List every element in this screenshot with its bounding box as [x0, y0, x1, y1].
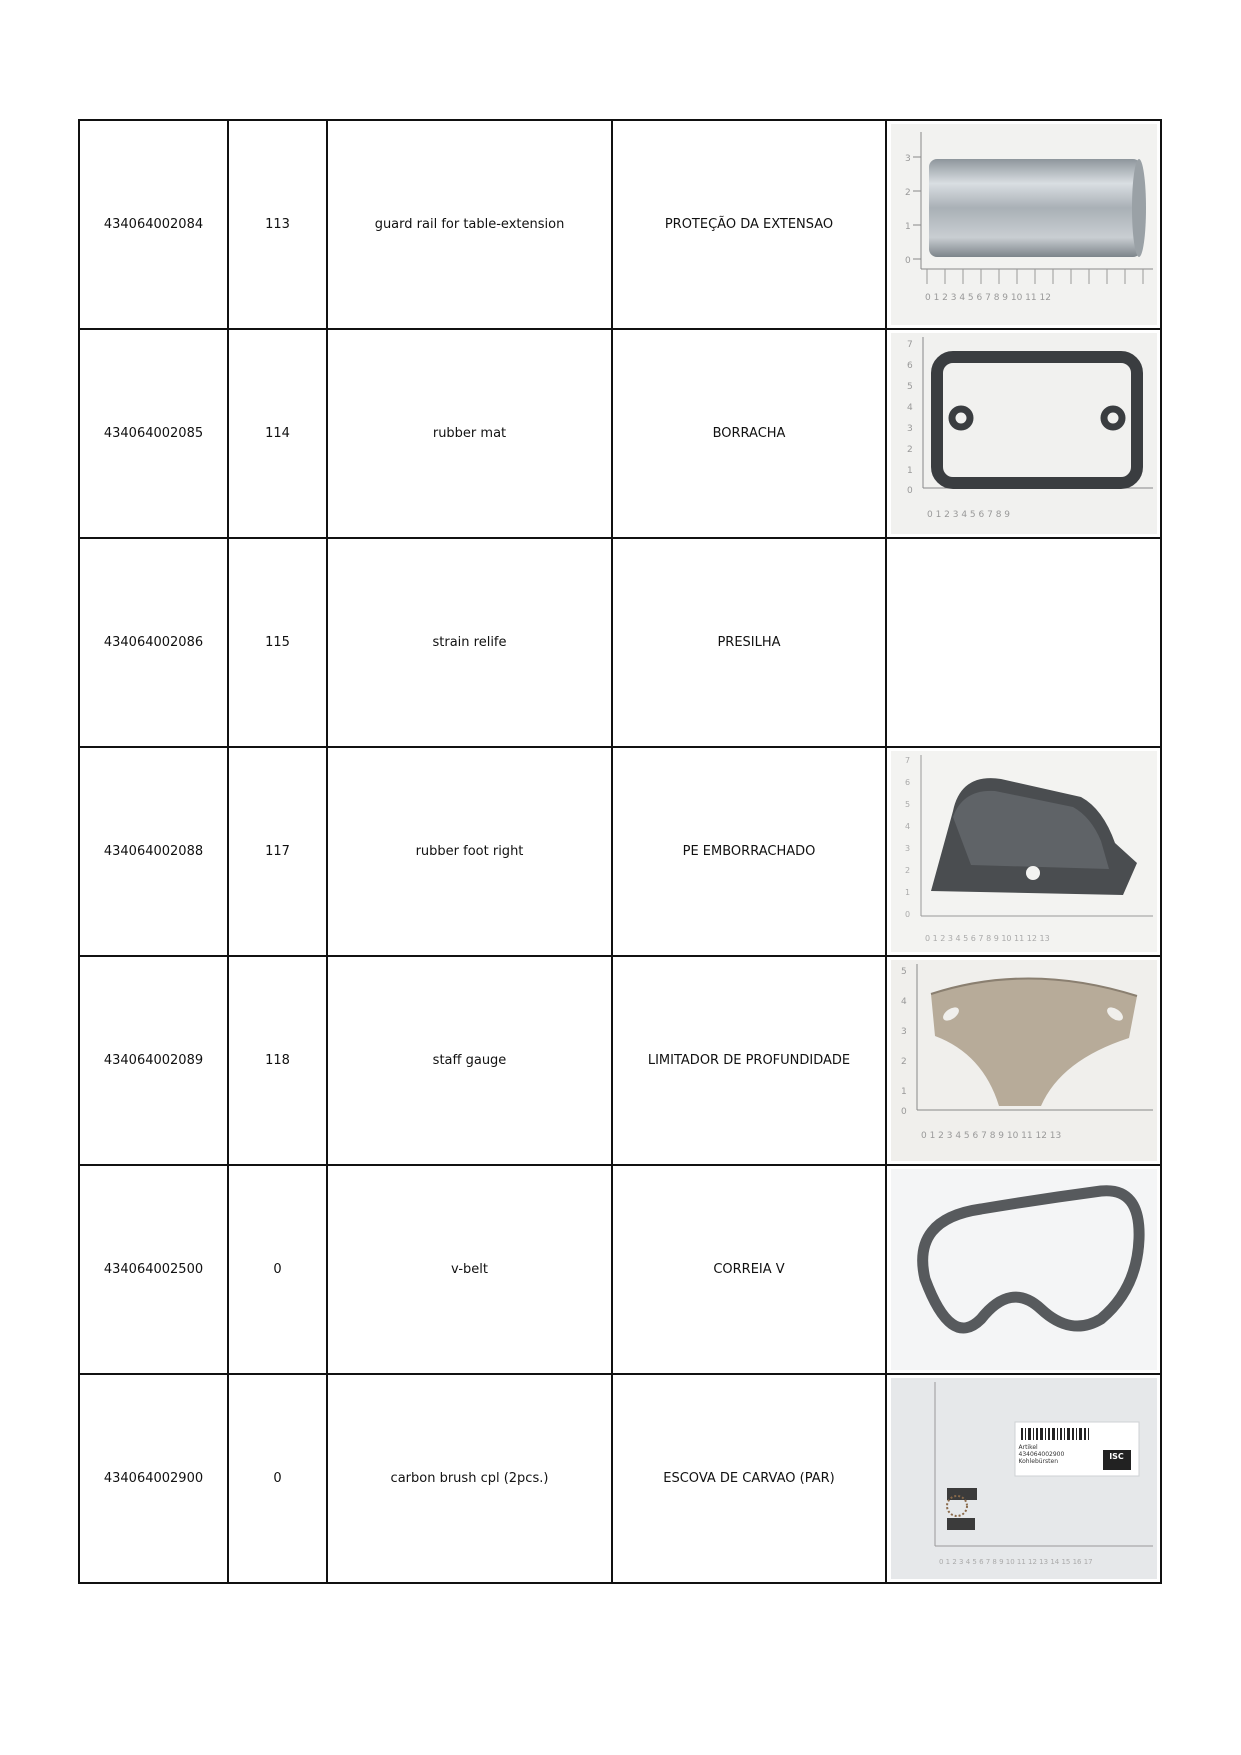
- label-card-line: Artikel: [1018, 1444, 1038, 1451]
- table-row: [79, 329, 1161, 538]
- svg-text:0: 0: [900, 1107, 907, 1117]
- position-cell: 113: [228, 120, 327, 329]
- svg-text:4: 4: [900, 997, 907, 1007]
- svg-text:0 1 2 3 4 5 6 7: 0 1 2 3 4 5 6 7 8 9 10 11 12 13: [924, 934, 1050, 943]
- english-name-cell: strain relife: [327, 538, 612, 747]
- svg-text:0 1 2 3 4 5 6 7: 0 1 2 3 4 5 6 7 8 9 10 11 12 13: [920, 1131, 1061, 1141]
- article-number-cell: 434064002089: [79, 956, 228, 1165]
- article-number-cell: 434064002500: [79, 1165, 228, 1374]
- svg-text:5: 5: [906, 382, 913, 392]
- article-number-cell: 434064002088: [79, 747, 228, 956]
- svg-text:0: 0: [906, 486, 913, 496]
- svg-text:4: 4: [906, 403, 913, 413]
- portuguese-name-cell: PE EMBORRACHADO: [612, 747, 886, 956]
- position-cell: 115: [228, 538, 327, 747]
- portuguese-name-cell: CORREIA V: [612, 1165, 886, 1374]
- svg-text:0: 0: [904, 910, 910, 919]
- rubber-foot-photo: [891, 751, 1157, 952]
- portuguese-name-cell: BORRACHA: [612, 329, 886, 538]
- english-name-cell: rubber foot right: [327, 747, 612, 956]
- position-cell: 0: [228, 1374, 327, 1583]
- svg-text:3: 3: [904, 154, 911, 164]
- v-belt-photo: [891, 1169, 1157, 1370]
- position-cell: 117: [228, 747, 327, 956]
- photo-cell: [886, 956, 1161, 1165]
- svg-text:5: 5: [904, 800, 910, 809]
- article-number-cell: 434064002086: [79, 538, 228, 747]
- photo-cell: [886, 1165, 1161, 1374]
- table-row: [79, 1374, 1161, 1583]
- svg-text:3: 3: [906, 424, 913, 434]
- svg-text:1: 1: [904, 222, 911, 232]
- label-card-logo: ISC: [1109, 1452, 1124, 1461]
- svg-text:7: 7: [906, 340, 913, 350]
- portuguese-name-cell: LIMITADOR DE PROFUNDIDADE: [612, 956, 886, 1165]
- label-card-line: Kohlebürsten: [1018, 1458, 1059, 1465]
- photo-cell: [886, 120, 1161, 329]
- svg-text:7: 7: [904, 756, 910, 765]
- svg-text:6: 6: [906, 361, 913, 371]
- portuguese-name-cell: ESCOVA DE CARVAO (PAR): [612, 1374, 886, 1583]
- svg-text:1: 1: [900, 1087, 907, 1097]
- table-row: [79, 956, 1161, 1165]
- table-row: [79, 1165, 1161, 1374]
- svg-text:1: 1: [904, 888, 910, 897]
- position-cell: 118: [228, 956, 327, 1165]
- svg-text:2: 2: [904, 866, 910, 875]
- parts-table: [78, 119, 1162, 1584]
- svg-text:0: 0: [904, 256, 911, 266]
- portuguese-name-cell: PRESILHA: [612, 538, 886, 747]
- svg-text:0 1 2 3 4 5 6 7 8 9: 0 1 2 3 4 5 6 7 8 9 10 11 12 13 14 15 16 17: [938, 1558, 1093, 1566]
- photo-cell: [886, 747, 1161, 956]
- carbon-brush-photo: [891, 1378, 1157, 1579]
- position-cell: 0: [228, 1165, 327, 1374]
- svg-text:4: 4: [904, 822, 910, 831]
- english-name-cell: rubber mat: [327, 329, 612, 538]
- english-name-cell: guard rail for table-extension: [327, 120, 612, 329]
- portuguese-name-cell: PROTEÇÃO DA EXTENSAO: [612, 120, 886, 329]
- staff-gauge-photo: [891, 960, 1157, 1161]
- svg-text:0 1 2 3 4 5 6 7 8 9: 0 1 2 3 4 5 6 7 8 9 10 11 12: [924, 293, 1051, 303]
- table-row: [79, 120, 1161, 329]
- svg-text:1: 1: [906, 466, 913, 476]
- table-row: [79, 747, 1161, 956]
- photo-cell: [886, 1374, 1161, 1583]
- metal-tube-photo: [891, 124, 1157, 325]
- svg-text:5: 5: [900, 967, 907, 977]
- svg-text:2: 2: [906, 445, 913, 455]
- position-cell: 114: [228, 329, 327, 538]
- rubber-gasket-photo: [891, 333, 1157, 534]
- english-name-cell: v-belt: [327, 1165, 612, 1374]
- svg-text:2: 2: [904, 188, 911, 198]
- article-number-cell: 434064002085: [79, 329, 228, 538]
- photo-cell: [886, 329, 1161, 538]
- english-name-cell: staff gauge: [327, 956, 612, 1165]
- label-card-text: [1019, 1444, 1065, 1465]
- label-card-line: 434064002900: [1018, 1451, 1065, 1458]
- photo-cell-empty: [886, 538, 1161, 747]
- english-name-cell: carbon brush cpl (2pcs.): [327, 1374, 612, 1583]
- svg-text:0 1 2 3 4 5: 0 1 2 3 4 5 6 7 8 9: [926, 510, 1010, 520]
- svg-text:2: 2: [900, 1057, 907, 1067]
- svg-text:6: 6: [904, 778, 910, 787]
- svg-text:3: 3: [900, 1027, 907, 1037]
- article-number-cell: 434064002900: [79, 1374, 228, 1583]
- article-number-cell: 434064002084: [79, 120, 228, 329]
- table-row: [79, 538, 1161, 747]
- svg-text:3: 3: [904, 844, 910, 853]
